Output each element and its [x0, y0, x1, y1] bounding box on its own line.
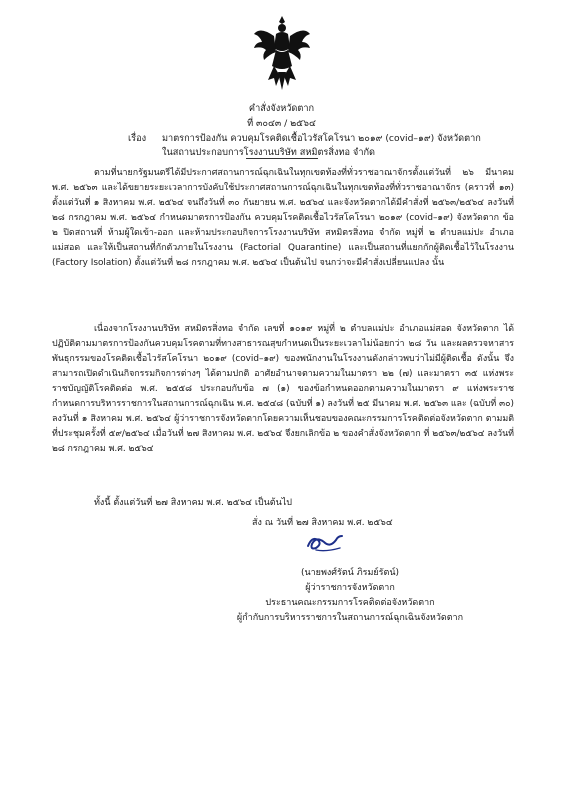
garuda-emblem [250, 12, 314, 92]
signed-date-line: สั่ง ณ วันที่ ๒๗ สิงหาคม พ.ศ. ๒๕๖๔ [252, 518, 393, 528]
paragraph-1 [52, 166, 514, 271]
order-heading: คำสั่งจังหวัดตาก [248, 103, 315, 114]
subject-text-2: ในสถานประกอบการโรงงานบริษัท สหมิตรสิ่งทอ จำกัด [162, 147, 376, 158]
signatory-title-1: ผู้ว่าราชการจังหวัดตาก [305, 583, 395, 593]
subject-text-1: มาตรการป้องกัน ควบคุมโรคติดเชื้อไวรัสโคโรนา ๒๐๑๙ (covid–๑๙) จังหวัดตาก [162, 133, 481, 144]
paragraph-2-text: เนื่องจากโรงงานบริษัท สหมิตรสิ่งทอ จำกัด เลขที่ ๑๐๑๙ หมู่ที่ ๒ ตำบลแม่ปะ อำเภอแม่สอด จังหวัดตาก ได้ปฏิบัติตามมาตรการป้องกันควบคุมโรคตามที่ทางสาธารณสุขกำหนดเป็นระยะเวลาไม่น้อยกว่า ๒๘ วัน และผลตรวจหาสารพันธุกรรมของโรคติดเชื้อไวรัสโคโรนา ๒๐๑๙ (covid–๑๙) ของพนักงานในโรงงานดังกล่าวพบว่าไม่มีผู้ติดเชื้อ ดังนั้น จึงสามารถเปิดดำเนินกิจกรรมกิจการต่างๆ ได้ตามปกติ อาศัยอำนาจตามความในมาตรา ๒๒ (๗) และมาตรา ๓๕ แห่งพระราชบัญญัติโรคติดต่อ พ.ศ. ๒๕๕๘ ประกอบกับข้อ ๗ (๑) ของข้อกำหนดออกตามความในมาตรา ๙ แห่งพระราชกำหนดการบริหารราชการในสถานการณ์ฉุกเฉิน พ.ศ. ๒๕๔๘ (ฉบับที่ ๑) ลงวันที่ ๒๕ มีนาคม พ.ศ. ๒๕๖๓ และ (ฉบับที่ ๓๐) ลงวันที่ ๑ สิงหาคม พ.ศ. ๒๕๖๔ ผู้ว่าราชการจังหวัดตากโดยความเห็นชอบของคณะกรรมการโรคติดต่อจังหวัดตาก ตามมติที่ประชุมครั้งที่ ๕๙/๒๕๖๔ เมื่อวันที่ ๒๗ สิงหาคม พ.ศ. ๒๕๖๔ จึงยกเลิกข้อ ๒ ของคำสั่งจังหวัดตาก ที่ ๒๕๖๓/๒๕๖๔ ลงวันที่ ๒๘ กรกฎาคม พ.ศ. ๒๕๖๔ [52, 324, 514, 454]
signatory-name: (นายพงศ์รัตน์ ภิรมย์รัตน์) [300, 568, 400, 578]
divider [246, 158, 318, 159]
handwritten-signature [302, 528, 350, 554]
paragraph-2 [52, 322, 514, 457]
signatory-title-2: ประธานคณะกรรมการโรคติดต่อจังหวัดตาก [265, 598, 435, 608]
order-number: ที่ ๓๐๔๓ / ๒๕๖๔ [247, 118, 316, 129]
subject-line-1 [128, 132, 481, 146]
paragraph-1-text: ตามที่นายกรัฐมนตรีได้มีประกาศสถานการณ์ฉุกเฉินในทุกเขตท้องที่ทั่วราชอาณาจักรตั้งแต่วันที่ ๒๖ มีนาคม พ.ศ. ๒๕๖๓ และได้ขยายระยะเวลาการบังคับใช้ประกาศสถานการณ์ฉุกเฉินในทุกเขตท้องที่ทั่วราชอาณาจักร (คราวที่ ๑๓) ตั้งแต่วันที่ ๑ สิงหาคม พ.ศ. ๒๕๖๔ จนถึงวันที่ ๓๐ กันยายน พ.ศ. ๒๕๖๔ และจังหวัดตากได้มีคำสั่งที่ ๒๕๖๓/๒๕๖๔ ลงวันที่ ๒๘ กรกฎาคม พ.ศ. ๒๕๖๔ กำหนดมาตรการป้องกัน ควบคุมโรคติดเชื้อไวรัสโคโรนา ๒๐๑๙ (covid–๑๙) จังหวัดตาก ข้อ ๒ ปิดสถานที่ ห้ามผู้ใดเข้า-ออก และห้ามประกอบกิจการโรงงานบริษัท สหมิตรสิ่งทอ จำกัด หมู่ที่ ๒ ตำบลแม่ปะ อำเภอแม่สอด และให้เป็นสถานที่กักตัวภายในโรงงาน (Factorial Quarantine) และเป็นสถานที่แยกกักผู้ติดเชื้อไว้ในโรงงาน (Factory Isolation) ตั้งแต่วันที่ ๒๘ กรกฎาคม พ.ศ. ๒๕๖๔ เป็นต้นไป จนกว่าจะมีคำสั่งเปลี่ยนแปลง นั้น [52, 168, 514, 268]
effective-date-line: ทั้งนี้ ตั้งแต่วันที่ ๒๗ สิงหาคม พ.ศ. ๒๕๖๔ เป็นต้นไป [94, 498, 293, 508]
subject-label: เรื่อง [128, 133, 147, 144]
signatory-title-3: ผู้กำกับการบริหารราชการในสถานการณ์ฉุกเฉินจังหวัดตาก [236, 613, 464, 623]
